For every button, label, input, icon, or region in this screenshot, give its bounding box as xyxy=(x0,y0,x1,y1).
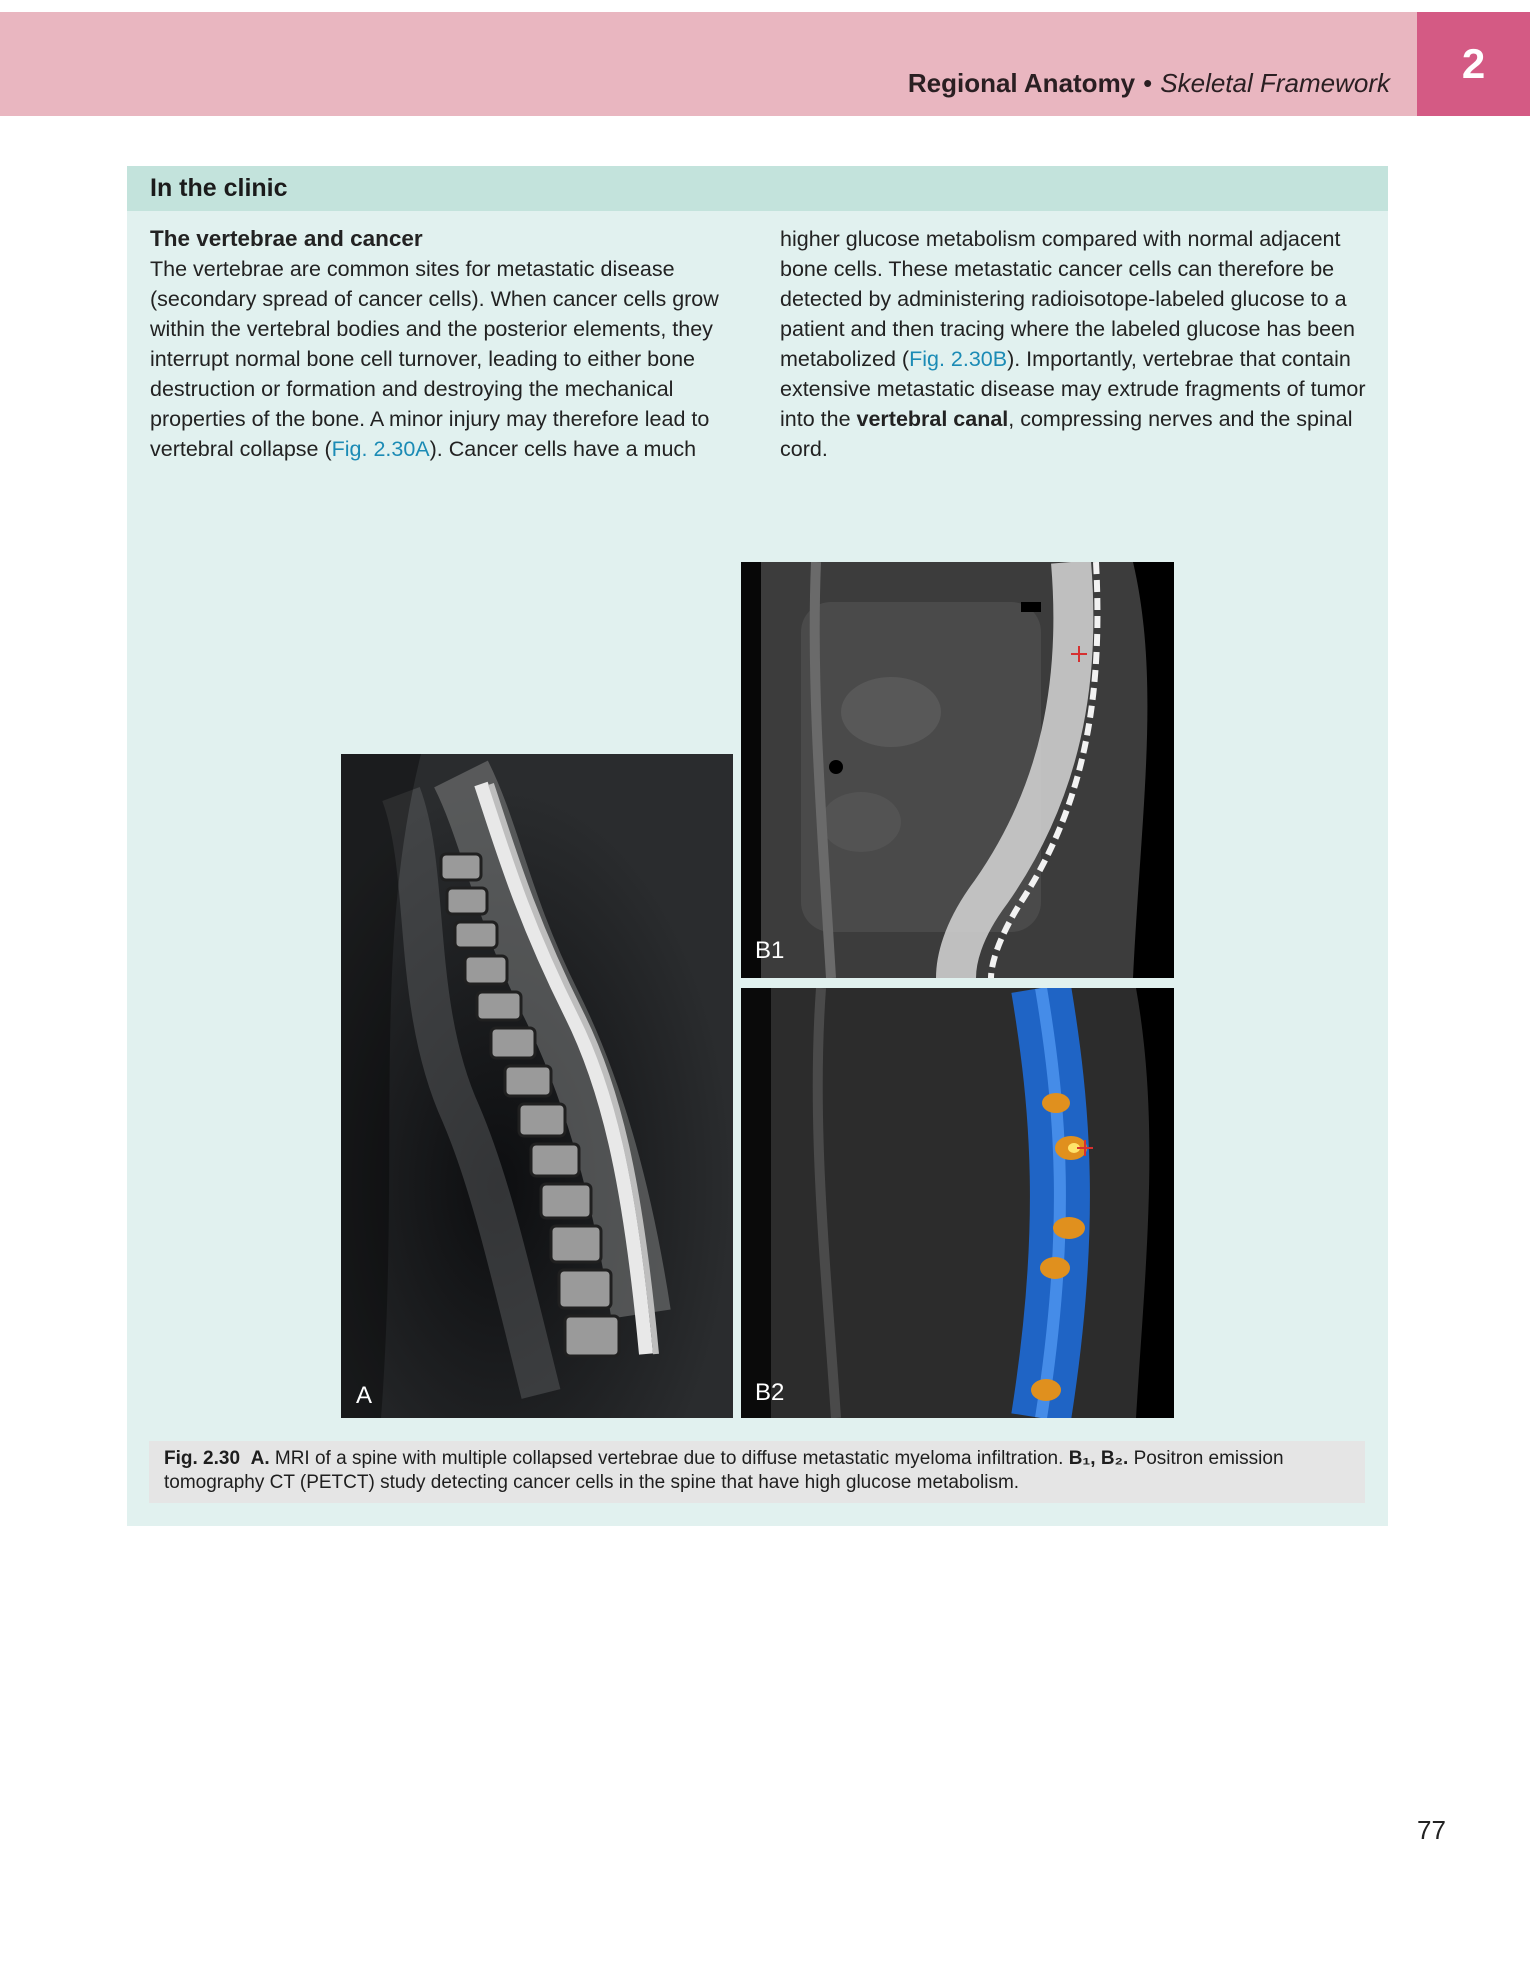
fig-2-30b-link[interactable]: Fig. 2.30B xyxy=(909,347,1008,371)
panel-a-label: A xyxy=(356,1382,373,1409)
figure-panel-b2-petct xyxy=(741,988,1174,1418)
figure-panel-a-mri xyxy=(341,754,733,1418)
chapter-number: 2 xyxy=(1461,40,1486,87)
caption-text-b: Positron emission tomography CT (PETCT) study detecting cancer cells in the spine that have high glucose metabolism. xyxy=(164,1448,1284,1493)
vertebral-canal-term: vertebral canal xyxy=(856,407,1009,431)
caption-fig-label: Fig. 2.30 xyxy=(164,1448,241,1469)
right-text-1: higher glucose metabolism compared with normal adjacent bone cells. These metastatic cancer cells can therefore be detected by administering radioisotope-labeled glucose to a patient and then tracing where the labeled glucose has been metabolized ( xyxy=(780,227,1355,371)
running-head-bullet: • xyxy=(1143,68,1153,98)
clinic-box-title: In the clinic xyxy=(127,166,1388,211)
left-text-1: The vertebrae are common sites for metastatic disease (secondary spread of cancer cells). When cancer cells grow within the vertebral bodies and the posterior elements, they interrupt normal bone cell turnover, leading to either bone destruction or formation and destroying the mechanical properties of the bone. A minor injury may therefore lead to vertebral collapse ( xyxy=(150,257,719,461)
clinic-subtitle: The vertebrae and cancer xyxy=(150,226,423,251)
header-band xyxy=(0,12,1417,116)
ct-spine-image xyxy=(741,562,1174,978)
mri-spine-image xyxy=(341,754,733,1418)
chapter-tab xyxy=(1417,12,1530,116)
running-head-section: Regional Anatomy xyxy=(907,68,1136,98)
right-column xyxy=(780,224,1380,464)
left-column xyxy=(150,224,750,464)
caption-part-b: B₁, B₂. xyxy=(1068,1448,1129,1469)
running-head xyxy=(908,68,1390,99)
running-head-subsection: Skeletal Framework xyxy=(1160,68,1390,98)
figure-caption xyxy=(149,1441,1365,1503)
panel-b1-label: B1 xyxy=(755,937,785,964)
panel-b2-label: B2 xyxy=(755,1379,785,1406)
caption-part-a: A. xyxy=(250,1448,270,1469)
left-column-text xyxy=(150,254,750,464)
fig-2-30a-link[interactable]: Fig. 2.30A xyxy=(331,437,430,461)
caption-text-a: MRI of a spine with multiple collapsed vertebrae due to diffuse metastatic myeloma infiltration. xyxy=(274,1448,1064,1469)
petct-spine-image xyxy=(741,988,1174,1418)
figure-panel-b1-ct xyxy=(741,562,1174,978)
left-text-2: ). Cancer cells have a much xyxy=(429,437,697,461)
right-text-3: , compressing nerves and the spinal cord. xyxy=(780,407,1353,461)
right-text-2: ). Importantly, vertebrae that contain extensive metastatic disease may extrude fragments of tumor into the xyxy=(780,347,1366,431)
page-number: 77 xyxy=(1417,1815,1446,1845)
